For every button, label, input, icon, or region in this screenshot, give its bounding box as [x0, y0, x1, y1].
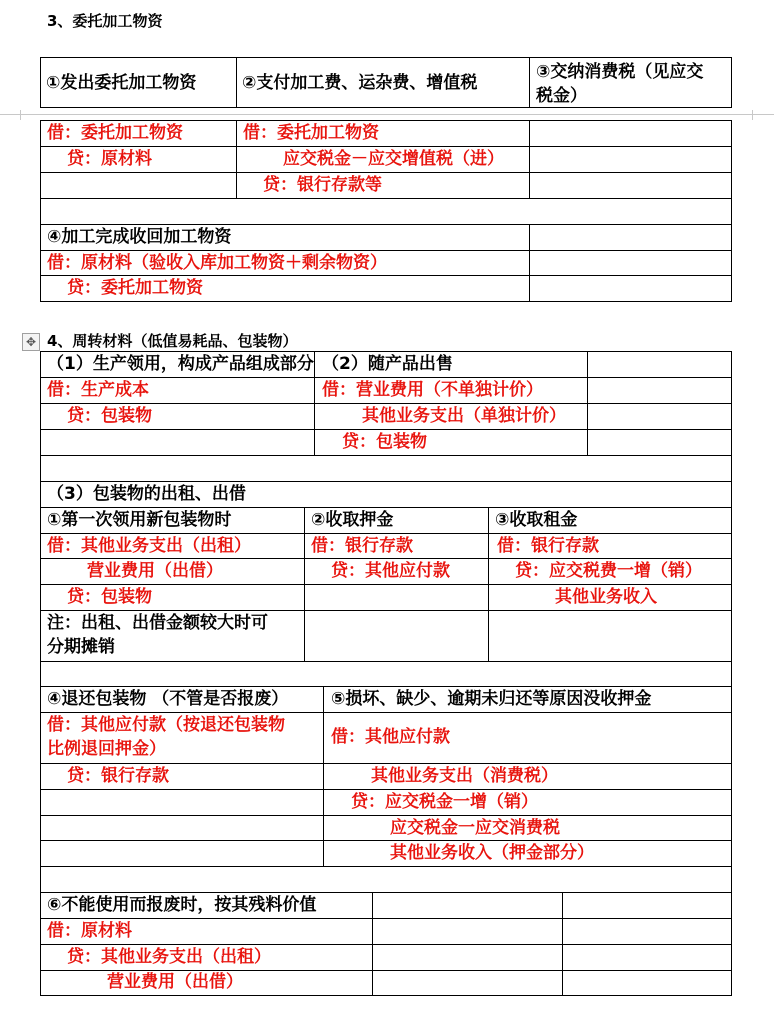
p4-credit-bank: 贷：银行存款 [67, 766, 169, 786]
p1-credit-packaging-2: 贷：包装物 [342, 432, 427, 452]
entry-debit-1: 借：委托加工物资 [47, 123, 183, 143]
p1-debit-production: 借：生产成本 [47, 380, 149, 400]
entry-debit-2: 借：委托加工物资 [243, 123, 379, 143]
p1-head-production: （1）生产领用，构成产品组成部分 [47, 354, 314, 374]
p3-credit-packaging: 贷：包装物 [67, 587, 152, 607]
p4-head-return: ④退还包装物 （不管是否报废） [47, 689, 289, 709]
p3-note-1: 注：出租、出借金额较大时可 [47, 613, 268, 633]
p5-credit-vat: 贷：应交税金一增（销） [351, 792, 538, 812]
item4-credit: 贷：委托加工物资 [67, 278, 203, 298]
p3-note-2: 分期摊销 [47, 637, 115, 657]
p3-head-first-use: ①第一次领用新包装物时 [47, 510, 232, 530]
p3-credit-vat: 贷：应交税费一增（销） [515, 561, 702, 581]
entry-credit-1: 贷：原材料 [67, 149, 152, 169]
p3-credit-other-payable: 贷：其他应付款 [331, 561, 450, 581]
p3-selling-expense: 营业费用（出借） [87, 561, 223, 581]
p1-other-expense: 其他业务支出（单独计价） [362, 406, 566, 426]
p6-credit-other-expense: 贷：其他业务支出（出租） [67, 947, 271, 967]
p5-other-expense-tax: 其他业务支出（消费税） [371, 766, 558, 786]
head-pay-fees: ②支付加工费、运杂费、增值税 [242, 73, 478, 93]
head-consumption-tax-1: ③交纳消费税（见应交 [536, 62, 704, 82]
section3-title: 3、委托加工物资 [47, 12, 163, 30]
entry-credit-bank: 贷：银行存款等 [263, 175, 382, 195]
page-break-line [0, 114, 774, 115]
entry-vat-input: 应交税金－应交增值税（进） [283, 149, 504, 169]
p3-debit-bank-rent: 借：银行存款 [497, 536, 599, 556]
p3-head-deposit: ②收取押金 [311, 510, 394, 530]
item4-title: ④加工完成收回加工物资 [47, 227, 232, 247]
item4-debit: 借：原材料（验收入库加工物资＋剩余物资） [47, 253, 387, 273]
p3-head-rent: ③收取租金 [495, 510, 578, 530]
p5-other-income-deposit: 其他业务收入（押金部分） [390, 843, 594, 863]
p5-head-forfeit: ⑤损坏、缺少、逾期未归还等原因没收押金 [331, 689, 652, 709]
p3-debit-other-expense: 借：其他业务支出（出租） [47, 536, 251, 556]
p1-head-sale: （2）随产品出售 [322, 354, 453, 374]
p3-debit-bank: 借：银行存款 [311, 536, 413, 556]
p3-other-income: 其他业务收入 [555, 587, 657, 607]
p6-head-scrap: ⑥不能使用而报废时，按其残料价值 [47, 895, 317, 915]
p1-credit-packaging: 贷：包装物 [67, 406, 152, 426]
p4-debit-1: 借：其他应付款（按退还包装物 [47, 715, 285, 735]
head-send-materials: ①发出委托加工物资 [46, 73, 197, 93]
p4-debit-2: 比例退回押金） [47, 739, 166, 759]
p5-debit-other-payable: 借：其他应付款 [331, 727, 450, 747]
p6-selling-expense: 营业费用（出借） [107, 972, 243, 992]
p1-debit-selling: 借：营业费用（不单独计价） [322, 380, 543, 400]
p6-debit-materials: 借：原材料 [47, 921, 132, 941]
p3-title: （3）包装物的出租、出借 [47, 484, 246, 504]
table-move-icon[interactable]: ✥ [22, 333, 40, 351]
section4-title: 4、周转材料（低值易耗品、包装物） [47, 332, 298, 350]
p5-consumption-tax: 应交税金一应交消费税 [390, 818, 560, 838]
head-consumption-tax-2: 税金） [536, 86, 587, 106]
